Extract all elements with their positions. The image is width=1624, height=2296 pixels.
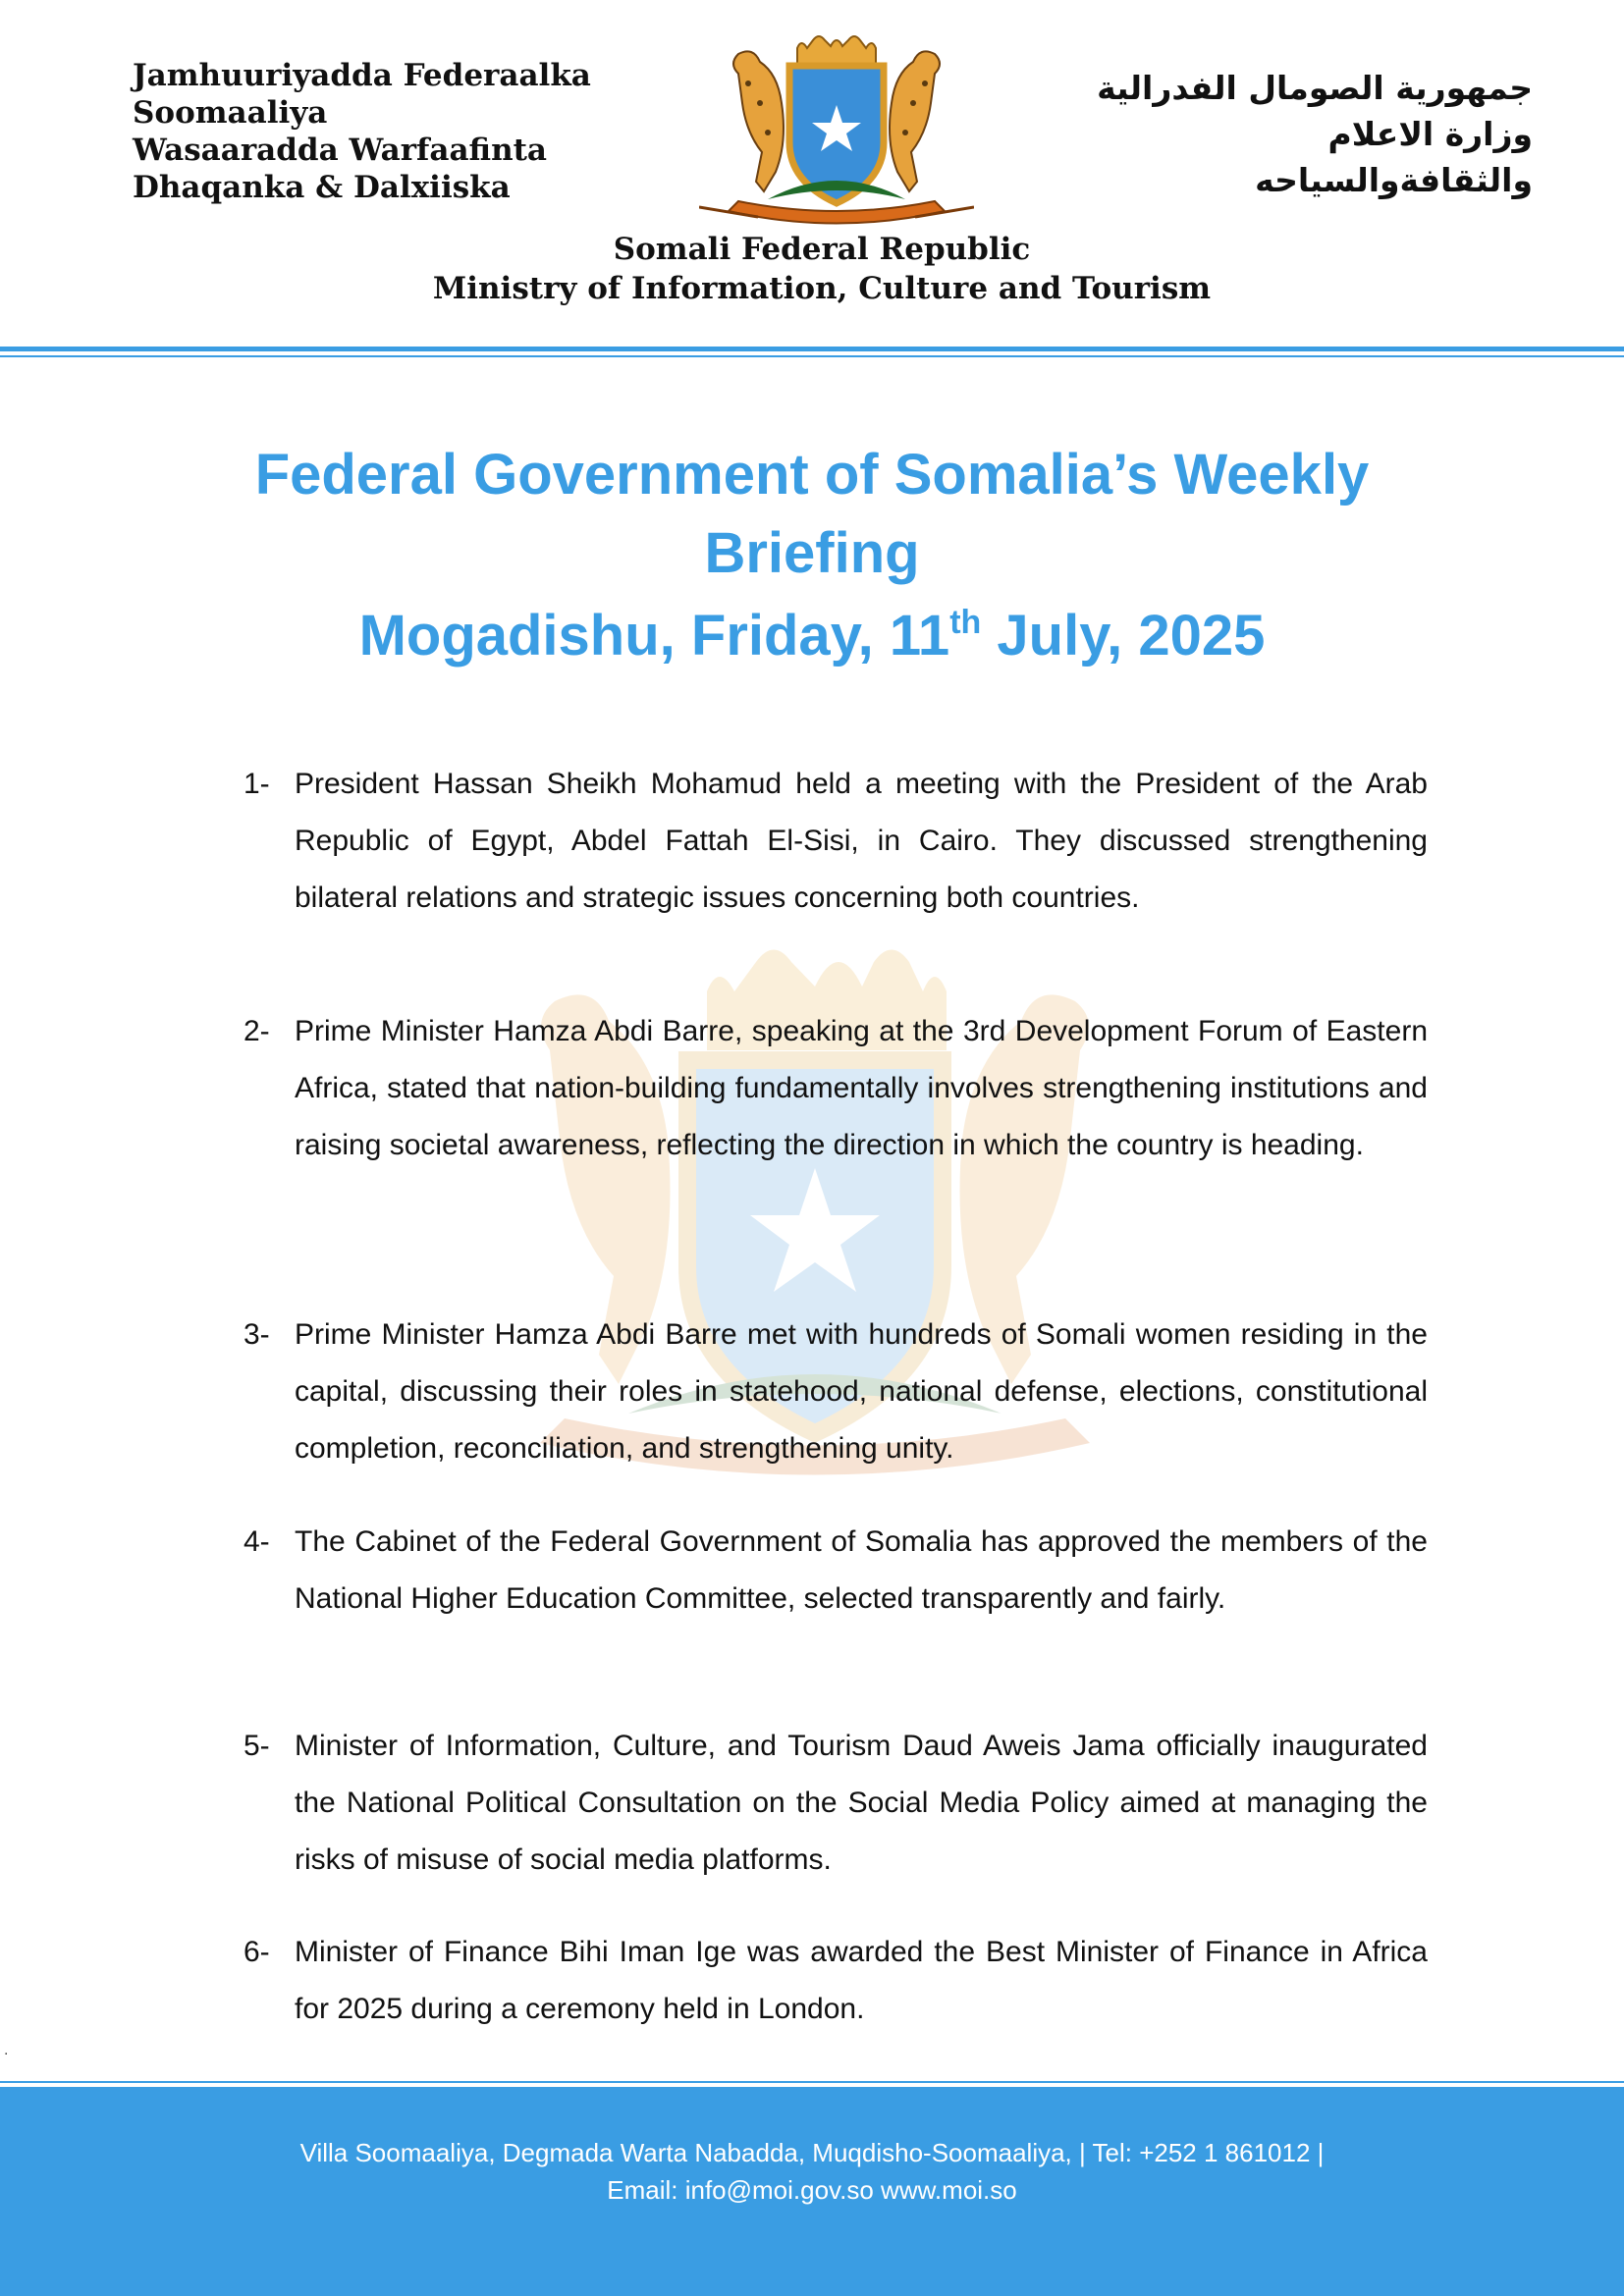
header-somali-line: Dhaqanka & Dalxiiska xyxy=(133,170,511,205)
item-text: Prime Minister Hamza Abdi Barre met with hundreds of Somali women residing in the capital, discussing their roles in statehood, national defense, elections, constitutional completion, reconciliation, and strengthening unity. xyxy=(295,1318,1428,1465)
list-item xyxy=(244,1514,1428,1628)
item-number: 1- xyxy=(244,768,270,800)
list-item xyxy=(244,1718,1428,1889)
date-suffix: July, 2025 xyxy=(981,604,1266,667)
item-text: The Cabinet of the Federal Government of Somalia has approved the members of the National Higher Education Committee, selected transparently and fairly. xyxy=(295,1525,1428,1615)
list-item xyxy=(244,1003,1428,1174)
header-divider-thin xyxy=(0,355,1624,357)
item-number: 4- xyxy=(244,1525,270,1558)
item-number: 3- xyxy=(244,1318,270,1351)
footer-contact xyxy=(0,2134,1624,2209)
title-date xyxy=(147,597,1477,675)
republic-name: Somali Federal Republic xyxy=(613,232,1031,267)
footer-divider-thin xyxy=(0,2081,1624,2083)
header-arabic-line: وزارة الاعلام xyxy=(1327,115,1533,153)
header-arabic-line: جمهورية الصومال الفدرالية xyxy=(1097,69,1533,107)
header-somali-line: Jamhuuriyadda Federaalka xyxy=(133,58,591,93)
header-arabic-line: والثقافةوالسياحه xyxy=(1255,161,1533,199)
document-title xyxy=(147,436,1477,675)
date-prefix: Mogadishu, Friday, 11 xyxy=(358,604,950,667)
title-line-1: Federal Government of Somalia’s Weekly xyxy=(254,443,1370,507)
header-somali-line: Soomaaliya xyxy=(133,95,328,131)
header-arabic-block xyxy=(983,65,1533,203)
list-item xyxy=(244,756,1428,927)
item-text: Minister of Information, Culture, and Tourism Daud Aweis Jama officially inaugurated the National Political Consultation on the Social Media Policy aimed at managing the risks of misuse of social media platforms. xyxy=(295,1730,1428,1876)
header-somali-line: Wasaaradda Warfaafinta xyxy=(133,133,548,168)
item-text: President Hassan Sheikh Mohamud held a meeting with the President of the Arab Republic of Egypt, Abdel Fattah El-Sisi, in Cairo. They discussed strengthening bilateral relations and strategic issues concerning both countries. xyxy=(295,768,1428,914)
title-line-2: Briefing xyxy=(704,521,920,585)
footer-address: Villa Soomaaliya, Degmada Warta Nabadda, Muqdisho-Soomaaliya, | Tel: +252 1 861012 | xyxy=(299,2138,1325,2167)
footer-email-web: Email: info@moi.gov.so www.moi.so xyxy=(607,2175,1017,2205)
ministry-name: Ministry of Information, Culture and Tourism xyxy=(432,271,1212,306)
item-text: Minister of Finance Bihi Iman Ige was awarded the Best Minister of Finance in Africa for 2025 during a ceremony held in London. xyxy=(295,1936,1428,2025)
header-english-block xyxy=(0,230,1624,308)
item-number: 2- xyxy=(244,1015,270,1047)
header-divider-thick xyxy=(0,347,1624,351)
stray-mark: . xyxy=(4,2042,9,2058)
item-text: Prime Minister Hamza Abdi Barre, speaking at the 3rd Development Forum of Eastern Africa, stated that nation-building fundamentally involves strengthening institutions and raising societal awareness, reflecting the direction in which the country is heading. xyxy=(295,1015,1428,1161)
date-ordinal: th xyxy=(949,604,982,641)
coat-of-arms-emblem xyxy=(699,34,974,231)
list-item xyxy=(244,1307,1428,1477)
list-item xyxy=(244,1924,1428,2038)
item-number: 6- xyxy=(244,1936,270,1968)
header-somali-block xyxy=(133,57,682,206)
item-number: 5- xyxy=(244,1730,270,1762)
